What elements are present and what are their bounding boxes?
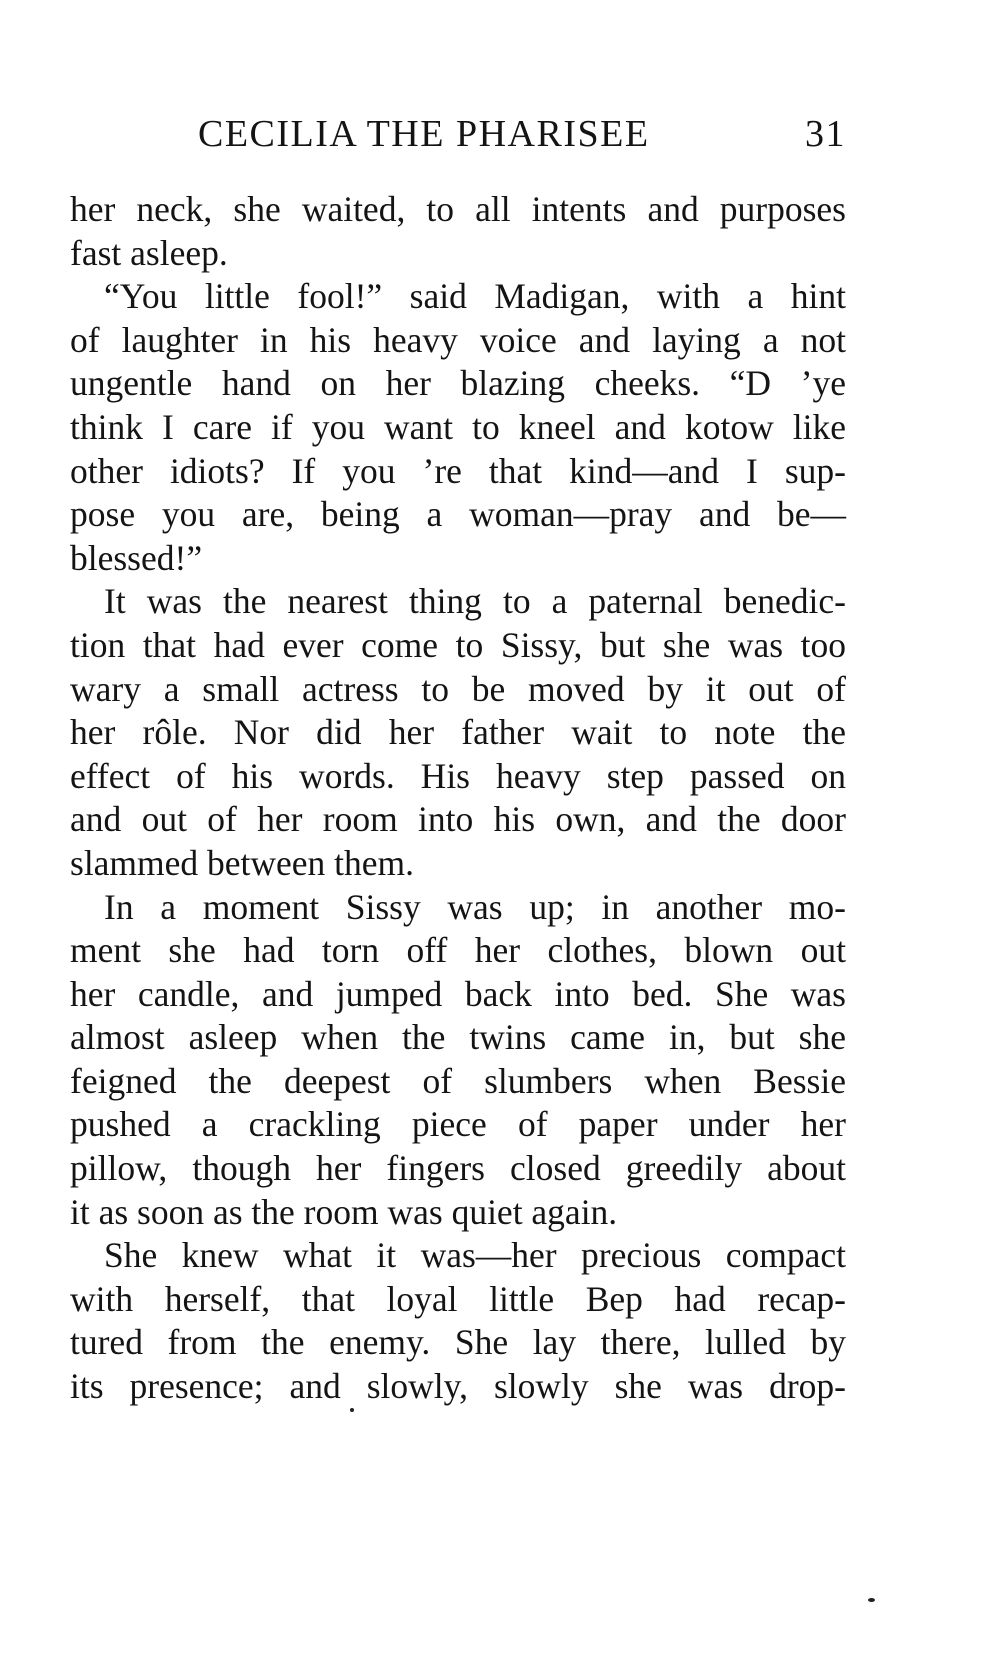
text-line: with herself, that loyal little Bep had recap- bbox=[70, 1278, 846, 1319]
text-line: its presence; and slowly, slowly she was drop- bbox=[70, 1366, 846, 1407]
running-head bbox=[198, 112, 846, 162]
text-line: think I care if you want to kneel and kotow like bbox=[70, 406, 846, 447]
text-line: “You little fool!” said Madigan, with a hint bbox=[104, 276, 846, 317]
running-title: CECILIA THE PHARISEE bbox=[198, 113, 650, 155]
text-line: it as soon as the room was quiet again. bbox=[70, 1191, 618, 1232]
text-line: blessed!” bbox=[70, 537, 203, 578]
text-line: pose you are, being a woman—pray and be— bbox=[70, 494, 846, 535]
text-line: other idiots? If you ’re that kind—and I sup- bbox=[70, 450, 846, 491]
scan-speck bbox=[350, 1408, 354, 1412]
text-line: It was the nearest thing to a paternal benedic- bbox=[104, 581, 846, 622]
text-line: tured from the enemy. She lay there, lulled by bbox=[70, 1322, 846, 1363]
text-line: ungentle hand on her blazing cheeks. “D ’ye bbox=[70, 363, 846, 404]
text-line: ment she had torn off her clothes, blown out bbox=[70, 930, 846, 971]
text-line: effect of his words. His heavy step passed on bbox=[70, 755, 846, 796]
text-line: pillow, though her fingers closed greedily about bbox=[70, 1148, 846, 1189]
page-number: 31 bbox=[805, 113, 846, 155]
text-line: wary a small actress to be moved by it out of bbox=[70, 668, 846, 709]
text-line: tion that had ever come to Sissy, but she was too bbox=[70, 624, 846, 665]
text-line: She knew what it was—her precious compact bbox=[104, 1235, 846, 1276]
text-line: of laughter in his heavy voice and laying a not bbox=[70, 319, 846, 360]
text-line: her candle, and jumped back into bed. She was bbox=[70, 973, 846, 1014]
text-line: pushed a crackling piece of paper under her bbox=[70, 1104, 846, 1145]
text-line: slammed between them. bbox=[70, 842, 415, 883]
text-line: feigned the deepest of slumbers when Bessie bbox=[70, 1060, 846, 1101]
text-line: her rôle. Nor did her father wait to note the bbox=[70, 712, 846, 753]
body-text bbox=[70, 188, 846, 1409]
text-line: almost asleep when the twins came in, but she bbox=[70, 1017, 846, 1058]
scan-speck bbox=[868, 1598, 875, 1602]
text-line: her neck, she waited, to all intents and purposes bbox=[70, 189, 846, 229]
text-line: In a moment Sissy was up; in another mo- bbox=[104, 886, 846, 927]
text-line: and out of her room into his own, and the door bbox=[70, 799, 846, 840]
text-line: fast asleep. bbox=[70, 232, 228, 273]
